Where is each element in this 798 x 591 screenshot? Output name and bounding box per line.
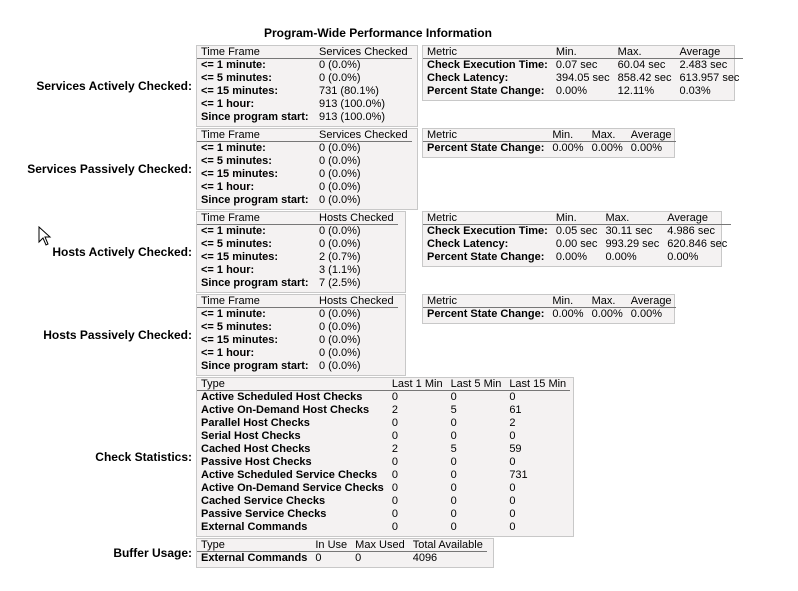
- value-cell: 0.00%: [630, 142, 662, 154]
- value-cell: 0: [450, 391, 457, 403]
- table-row: [197, 347, 398, 360]
- column-header: Metric: [423, 129, 548, 142]
- value-cell: 394.05 sec: [555, 72, 610, 84]
- row-label-cell: Cached Host Checks: [201, 443, 311, 455]
- value-cell: 0: [391, 456, 398, 468]
- header-row: [423, 46, 743, 59]
- value-cell: 2.483 sec: [679, 59, 728, 71]
- header-row: [197, 295, 398, 308]
- row-label-cell: Percent State Change:: [427, 142, 545, 154]
- value-cell: 0.03%: [679, 85, 711, 97]
- value-cell: 0: [450, 469, 457, 481]
- column-header: Metric: [423, 46, 552, 59]
- column-header: Metric: [423, 212, 552, 225]
- row-label-cell: Percent State Change:: [427, 308, 545, 320]
- value-cell: 913 (100.0%): [319, 98, 386, 110]
- services-passive-timeframe-table: [196, 128, 418, 210]
- services-passive-label: Services Passively Checked:: [27, 162, 192, 176]
- value-cell: 4096: [412, 552, 438, 564]
- row-label-cell: Passive Host Checks: [201, 456, 312, 468]
- value-cell: 731 (80.1%): [319, 85, 379, 97]
- column-header: Time Frame: [197, 129, 315, 142]
- page-title: Program-Wide Performance Information: [264, 26, 492, 40]
- value-cell: 3 (1.1%): [319, 264, 361, 276]
- table-row: [197, 111, 412, 124]
- value-cell: 0 (0.0%): [319, 59, 361, 71]
- value-cell: 0: [509, 456, 516, 468]
- services-passive-metrics-table: [422, 128, 675, 158]
- row-label-cell: <= 1 minute:: [201, 59, 266, 71]
- services-active-timeframe-table: [196, 45, 418, 127]
- row-label-cell: Parallel Host Checks: [201, 417, 310, 429]
- column-header: Average: [663, 212, 731, 225]
- value-cell: 858.42 sec: [617, 72, 672, 84]
- column-header: Last 5 Min: [447, 378, 506, 391]
- table-row: [423, 85, 743, 98]
- table-row: [197, 482, 570, 495]
- value-cell: 0 (0.0%): [319, 360, 361, 372]
- value-cell: 5: [450, 443, 457, 455]
- column-header: Time Frame: [197, 212, 315, 225]
- column-header: Min.: [548, 129, 587, 142]
- row-label-cell: Since program start:: [201, 277, 309, 289]
- table-row: [197, 85, 412, 98]
- table-row: [197, 495, 570, 508]
- table-row: [197, 443, 570, 456]
- value-cell: 0: [315, 552, 322, 564]
- row-label-cell: Passive Service Checks: [201, 508, 327, 520]
- buffer-usage-table: [196, 538, 494, 568]
- row-label-cell: Check Latency:: [427, 238, 509, 250]
- column-header: Max.: [588, 129, 627, 142]
- table-row: [423, 238, 731, 251]
- value-cell: 613.957 sec: [679, 72, 740, 84]
- value-cell: 0: [509, 482, 516, 494]
- header-row: [423, 212, 731, 225]
- value-cell: 0 (0.0%): [319, 181, 361, 193]
- value-cell: 2 (0.7%): [319, 251, 361, 263]
- column-header: Min.: [552, 212, 602, 225]
- row-label-cell: <= 1 hour:: [201, 347, 255, 359]
- value-cell: 0: [509, 508, 516, 520]
- row-label-cell: Active Scheduled Host Checks: [201, 391, 363, 403]
- hosts-passive-timeframe-table: [196, 294, 406, 376]
- column-header: Average: [627, 295, 676, 308]
- row-label-cell: Since program start:: [201, 360, 309, 372]
- column-header: Min.: [548, 295, 587, 308]
- value-cell: 0: [391, 495, 398, 507]
- check-statistics-label: Check Statistics:: [95, 450, 192, 464]
- table-row: [197, 360, 398, 373]
- table-row: [197, 456, 570, 469]
- column-header: Max.: [588, 295, 627, 308]
- row-label-cell: Check Execution Time:: [427, 225, 548, 237]
- value-cell: 0: [450, 456, 457, 468]
- column-header: Max.: [601, 212, 663, 225]
- value-cell: 0: [391, 469, 398, 481]
- table-row: [197, 521, 570, 534]
- row-label-cell: <= 5 minutes:: [201, 238, 272, 250]
- table-row: [197, 142, 412, 156]
- header-row: [197, 212, 398, 225]
- row-label-cell: Percent State Change:: [427, 251, 545, 263]
- value-cell: 0: [509, 391, 516, 403]
- row-label-cell: <= 1 hour:: [201, 181, 255, 193]
- value-cell: 913 (100.0%): [319, 111, 386, 123]
- table-row: [197, 264, 398, 277]
- column-header: Average: [676, 46, 744, 59]
- header-row: [197, 539, 487, 552]
- column-header: Hosts Checked: [315, 212, 398, 225]
- table-row: [197, 225, 398, 239]
- value-cell: 0: [509, 495, 516, 507]
- hosts-active-timeframe-table: [196, 211, 406, 293]
- column-header: Total Available: [409, 539, 487, 552]
- value-cell: 0: [450, 417, 457, 429]
- value-cell: 7 (2.5%): [319, 277, 361, 289]
- table-row: [197, 194, 412, 207]
- column-header: In Use: [311, 539, 351, 552]
- row-label-cell: <= 5 minutes:: [201, 321, 272, 333]
- row-label-cell: <= 1 minute:: [201, 225, 266, 237]
- value-cell: 0.00%: [555, 251, 588, 263]
- table-row: [197, 238, 398, 251]
- column-header: Last 15 Min: [505, 378, 570, 391]
- value-cell: 0 (0.0%): [319, 321, 361, 333]
- value-cell: 0: [391, 430, 398, 442]
- value-cell: 0.00%: [555, 85, 588, 97]
- services-active-metrics-table: [422, 45, 740, 101]
- table-row: [197, 417, 570, 430]
- row-label-cell: Active On-Demand Service Checks: [201, 482, 384, 494]
- row-label-cell: <= 1 hour:: [201, 98, 255, 110]
- header-row: [423, 129, 676, 142]
- value-cell: 60.04 sec: [617, 59, 666, 71]
- table-row: [197, 508, 570, 521]
- value-cell: 4.986 sec: [667, 225, 715, 237]
- table-row: [197, 59, 412, 73]
- row-label-cell: <= 15 minutes:: [201, 85, 279, 97]
- row-label-cell: Serial Host Checks: [201, 430, 301, 442]
- value-cell: 0.07 sec: [555, 59, 598, 71]
- header-row: [197, 46, 412, 59]
- table-row: [423, 59, 743, 73]
- buffer-usage-label: Buffer Usage:: [113, 546, 192, 560]
- value-cell: 0.00%: [605, 251, 637, 263]
- row-label-cell: External Commands: [201, 521, 308, 533]
- row-label-cell: External Commands: [201, 552, 308, 564]
- hosts-active-label: Hosts Actively Checked:: [52, 245, 192, 259]
- table-row: [423, 251, 731, 264]
- table-row: [197, 181, 412, 194]
- value-cell: 0.00%: [552, 308, 584, 320]
- row-label-cell: Active On-Demand Host Checks: [201, 404, 370, 416]
- value-cell: 0: [509, 430, 516, 442]
- value-cell: 0 (0.0%): [319, 142, 361, 154]
- table-row: [197, 552, 487, 566]
- column-header: Average: [627, 129, 676, 142]
- value-cell: 0 (0.0%): [319, 155, 361, 167]
- column-header: Hosts Checked: [315, 295, 398, 308]
- row-label-cell: <= 15 minutes:: [201, 168, 279, 180]
- table-row: [197, 277, 398, 290]
- row-label-cell: <= 1 minute:: [201, 142, 266, 154]
- value-cell: 0 (0.0%): [319, 347, 361, 359]
- column-header: Type: [197, 539, 311, 552]
- value-cell: 2: [391, 443, 398, 455]
- hosts-active-metrics-table: [422, 211, 728, 267]
- column-header: Max.: [614, 46, 676, 59]
- mouse-pointer-icon: [38, 226, 52, 246]
- value-cell: 0: [450, 521, 457, 533]
- column-header: Max Used: [351, 539, 409, 552]
- table-row: [423, 72, 743, 85]
- value-cell: 620.846 sec: [667, 238, 728, 250]
- column-header: Min.: [552, 46, 614, 59]
- value-cell: 12.11%: [617, 85, 655, 97]
- value-cell: 2: [391, 404, 398, 416]
- row-label-cell: Percent State Change:: [427, 85, 545, 97]
- table-row: [197, 155, 412, 168]
- row-label-cell: Since program start:: [201, 111, 309, 123]
- column-header: Metric: [423, 295, 548, 308]
- table-row: [197, 251, 398, 264]
- value-cell: 0 (0.0%): [319, 238, 361, 250]
- hosts-passive-label: Hosts Passively Checked:: [43, 328, 192, 342]
- row-label-cell: <= 15 minutes:: [201, 334, 279, 346]
- value-cell: 59: [509, 443, 522, 455]
- header-row: [197, 129, 412, 142]
- services-active-label: Services Actively Checked:: [36, 79, 192, 93]
- header-row: [197, 378, 570, 391]
- table-row: [197, 391, 570, 405]
- value-cell: 0 (0.0%): [319, 334, 361, 346]
- table-row: [197, 308, 398, 322]
- value-cell: 0: [450, 495, 457, 507]
- row-label-cell: Since program start:: [201, 194, 309, 206]
- value-cell: 0 (0.0%): [319, 194, 361, 206]
- value-cell: 0: [509, 521, 516, 533]
- value-cell: 0 (0.0%): [319, 308, 361, 320]
- table-row: [423, 308, 676, 322]
- hosts-passive-metrics-table: [422, 294, 675, 324]
- value-cell: 0.00%: [591, 142, 623, 154]
- column-header: Time Frame: [197, 46, 315, 59]
- table-row: [197, 98, 412, 111]
- table-row: [197, 168, 412, 181]
- value-cell: 0.00%: [630, 308, 662, 320]
- table-row: [197, 334, 398, 347]
- row-label-cell: Active Scheduled Service Checks: [201, 469, 378, 481]
- table-row: [197, 404, 570, 417]
- value-cell: 993.29 sec: [605, 238, 660, 250]
- table-row: [197, 321, 398, 334]
- value-cell: 0: [391, 521, 398, 533]
- value-cell: 61: [509, 404, 522, 416]
- value-cell: 0: [450, 508, 457, 520]
- value-cell: 5: [450, 404, 457, 416]
- value-cell: 0.00 sec: [555, 238, 598, 250]
- table-row: [197, 430, 570, 443]
- value-cell: 0: [450, 482, 457, 494]
- table-row: [423, 225, 731, 239]
- value-cell: 0: [450, 430, 457, 442]
- column-header: Last 1 Min: [388, 378, 447, 391]
- table-row: [197, 469, 570, 482]
- table-row: [197, 72, 412, 85]
- value-cell: 0 (0.0%): [319, 168, 361, 180]
- value-cell: 0.00%: [591, 308, 623, 320]
- value-cell: 0 (0.0%): [319, 72, 361, 84]
- table-row: [423, 142, 676, 156]
- row-label-cell: Check Latency:: [427, 72, 509, 84]
- row-label-cell: <= 1 minute:: [201, 308, 266, 320]
- column-header: Time Frame: [197, 295, 315, 308]
- column-header: Type: [197, 378, 388, 391]
- row-label-cell: <= 1 hour:: [201, 264, 255, 276]
- check-statistics-table: [196, 377, 574, 537]
- value-cell: 0: [391, 391, 398, 403]
- value-cell: 30.11 sec: [605, 225, 653, 237]
- row-label-cell: <= 5 minutes:: [201, 155, 272, 167]
- value-cell: 0: [391, 508, 398, 520]
- value-cell: 0: [391, 482, 398, 494]
- value-cell: 0: [391, 417, 398, 429]
- value-cell: 2: [509, 417, 516, 429]
- row-label-cell: <= 5 minutes:: [201, 72, 272, 84]
- row-label-cell: Cached Service Checks: [201, 495, 326, 507]
- value-cell: 0 (0.0%): [319, 225, 361, 237]
- value-cell: 0: [355, 552, 362, 564]
- value-cell: 0.05 sec: [555, 225, 598, 237]
- header-row: [423, 295, 676, 308]
- row-label-cell: <= 15 minutes:: [201, 251, 279, 263]
- value-cell: 731: [509, 469, 528, 481]
- column-header: Services Checked: [315, 46, 412, 59]
- column-header: Services Checked: [315, 129, 412, 142]
- value-cell: 0.00%: [667, 251, 699, 263]
- row-label-cell: Check Execution Time:: [427, 59, 548, 71]
- value-cell: 0.00%: [552, 142, 584, 154]
